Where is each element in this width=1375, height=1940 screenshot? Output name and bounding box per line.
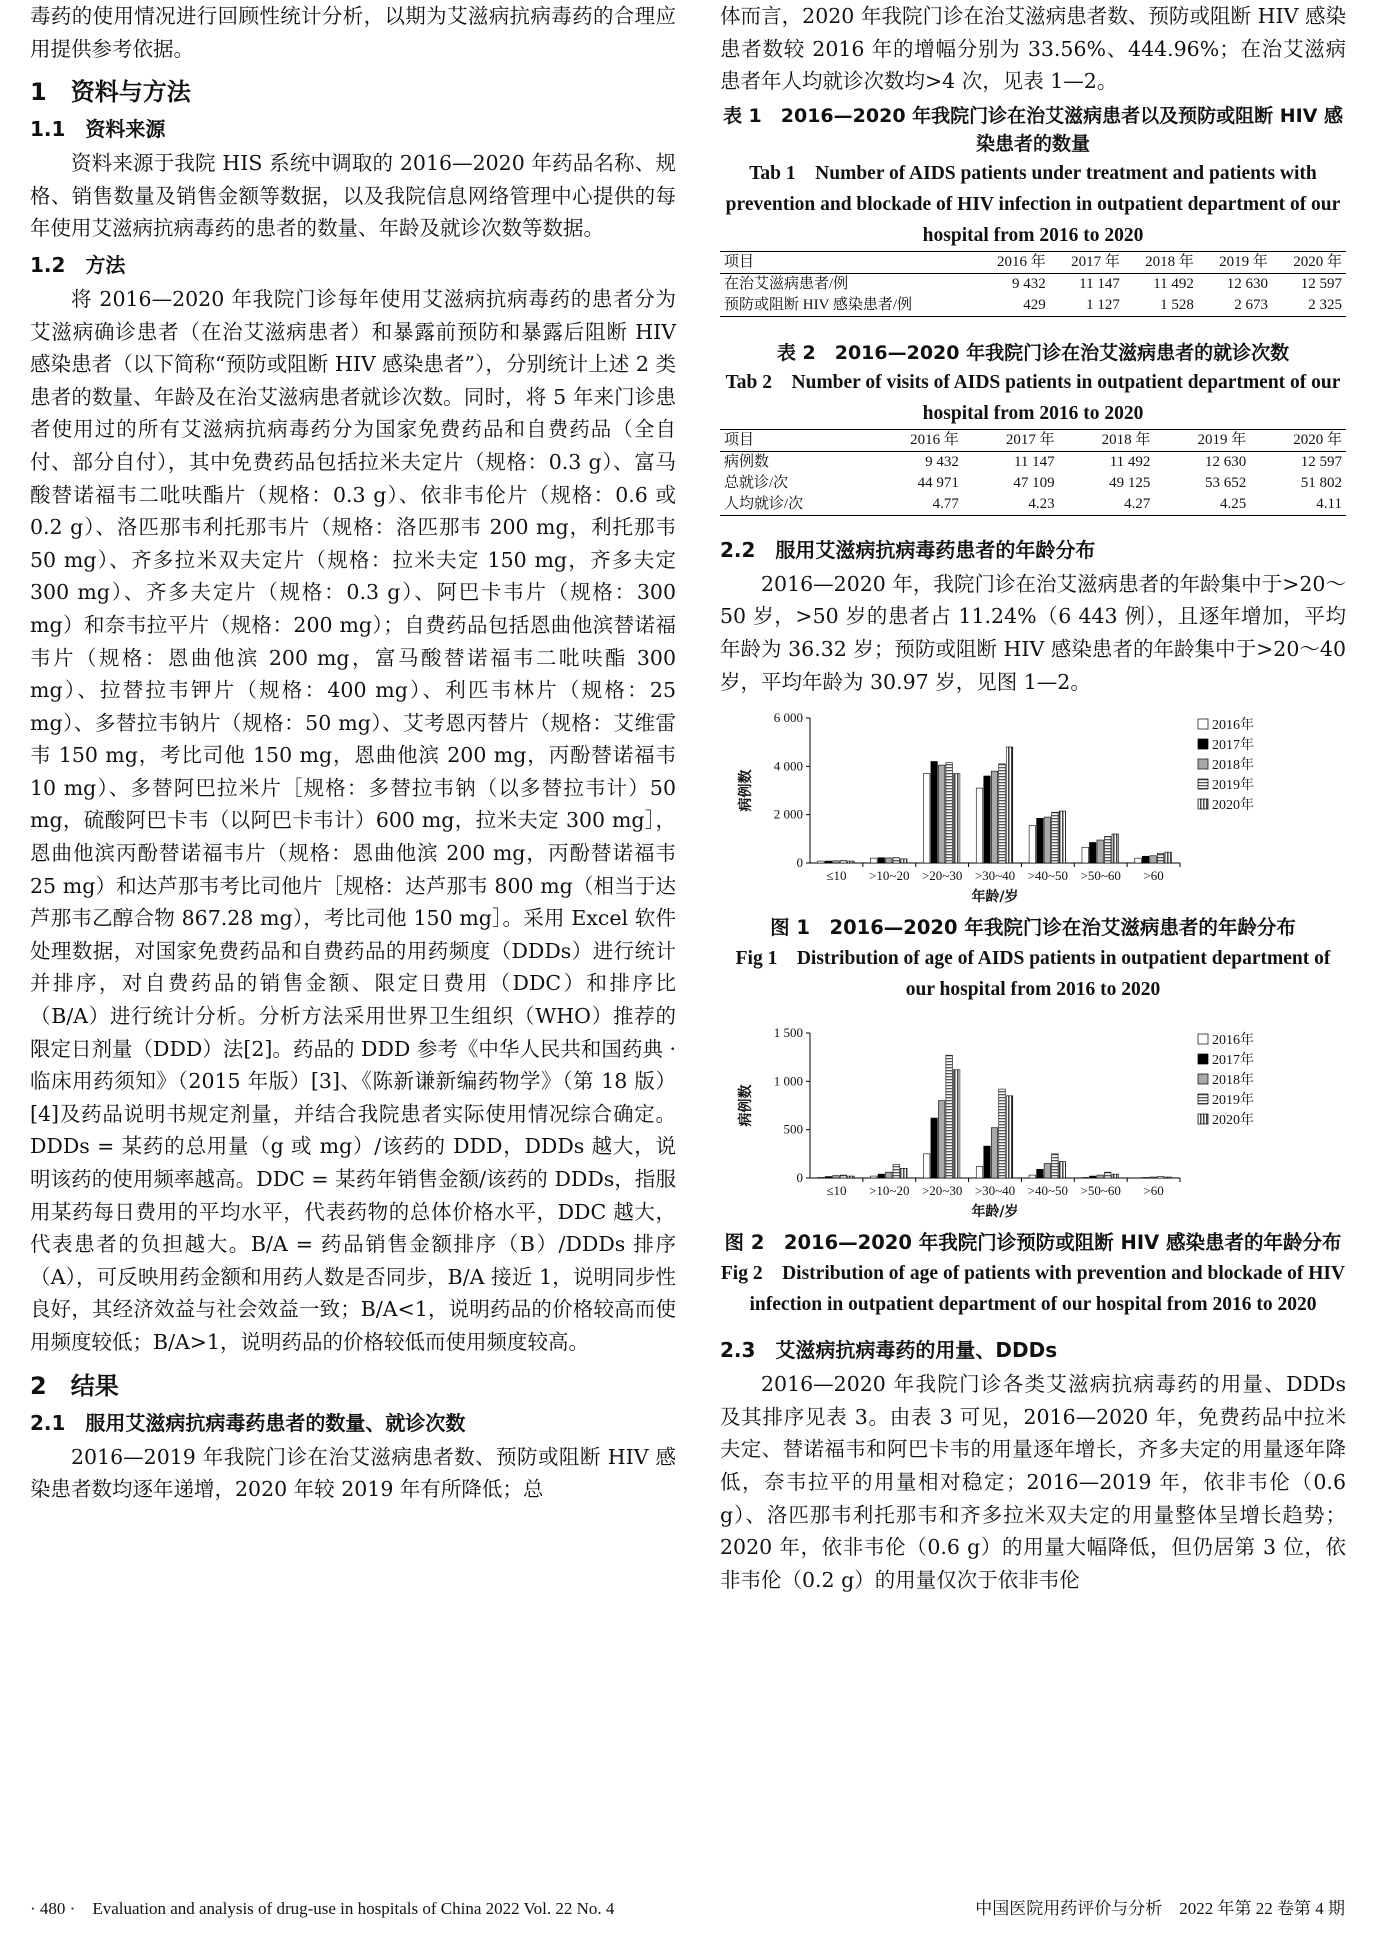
table-1-header-cell: 2020 年 bbox=[1293, 253, 1342, 270]
bar bbox=[931, 762, 938, 864]
section-2-2-title: 2.2 服用艾滋病抗病毒药患者的年龄分布 bbox=[720, 537, 1096, 562]
bar bbox=[923, 774, 930, 863]
table-1-cell: 429 bbox=[1023, 296, 1046, 313]
table-1-header-cell: 2019 年 bbox=[1219, 253, 1268, 270]
y-tick-label: 1 500 bbox=[773, 1025, 803, 1041]
table-2-header-cell: 2016 年 bbox=[910, 431, 959, 448]
right-column bbox=[720, 0, 1346, 1596]
bar bbox=[1089, 1176, 1096, 1178]
y-axis-label: 病例数 bbox=[738, 769, 754, 812]
section-2-2-text: 2016—2020 年，我院门诊在治艾滋病患者的年龄集中于>20～50 岁，>50 岁的患者占 11.24%（6 443 例），且逐年增加，平均年龄为 36.32 岁；预防或阻断 HIV 感染患者的年龄集中于>20～40 岁，平均年龄为 30.97 岁，见图 1—2。 bbox=[720, 571, 1346, 694]
bar bbox=[1142, 856, 1149, 863]
bar bbox=[848, 861, 855, 863]
bar bbox=[886, 858, 893, 863]
table-2-cell: 4.11 bbox=[1316, 495, 1342, 512]
continuation-paragraph: 体而言，2020 年我院门诊在治艾滋病患者数、预防或阻断 HIV 感染患者数较 2016 年的增幅分别为 33.56%、444.96%；在治艾滋病患者年人均就诊次数均>4 次，见表 1—2。 bbox=[720, 4, 1346, 94]
bar bbox=[938, 765, 945, 863]
bar bbox=[1097, 840, 1104, 863]
bar bbox=[1104, 837, 1111, 864]
legend-label: 2019年 bbox=[1212, 778, 1254, 794]
section-1-2-title: 1.2 方法 bbox=[30, 252, 126, 277]
bar bbox=[1052, 812, 1059, 863]
legend-label: 2017年 bbox=[1212, 738, 1254, 754]
table-1-cell: 2 325 bbox=[1308, 296, 1342, 313]
bar bbox=[878, 858, 885, 863]
table-2-caption bbox=[720, 339, 1346, 429]
section-2-3-text: 2016—2020 年我院门诊各类艾滋病抗病毒药的用量、DDDs 及其排序见表 3。由表 3 可见，2016—2020 年，免费药品中拉米夫定、替诺福韦和阿巴卡韦的用量逐年增长，齐多夫定的用量逐年降低，奈韦拉平的用量相对稳定；2016—2019 年，依非韦伦（0.6 g）、洛匹那韦利托那韦和齐多拉米双夫定的用量整体呈增长趋势；2020 年，依非韦伦（0.6 g）的用量大幅降低，但仍居第 3 位，依非韦伦（0.2 g）的用量仅次于依非韦伦 bbox=[720, 1372, 1346, 1592]
bar bbox=[1104, 1172, 1111, 1178]
table-2-row bbox=[720, 494, 1346, 516]
figure-2-svg bbox=[720, 1013, 1346, 1228]
y-tick-label: 1 000 bbox=[773, 1073, 803, 1089]
bar bbox=[1059, 811, 1066, 863]
figure-2-caption-cn: 图 2 2016—2020 年我院门诊预防或阻断 HIV 感染患者的年龄分布 bbox=[724, 1231, 1342, 1255]
x-tick-label: >60 bbox=[1143, 1183, 1164, 1199]
table-2-cell: 49 125 bbox=[1109, 474, 1151, 491]
figure-1-caption-cn: 图 1 2016—2020 年我院门诊在治艾滋病患者的年龄分布 bbox=[770, 916, 1296, 940]
figure-1-svg bbox=[720, 698, 1346, 913]
bar bbox=[984, 1146, 991, 1178]
table-1-cell: 2 673 bbox=[1234, 296, 1268, 313]
bar bbox=[984, 776, 991, 863]
figure-1-chart bbox=[720, 698, 1346, 913]
table-2-cell: 4.77 bbox=[932, 495, 959, 512]
legend-swatch bbox=[1198, 1074, 1208, 1084]
x-tick-label: >30~40 bbox=[974, 868, 1016, 884]
x-tick-label: >10~20 bbox=[869, 1183, 910, 1199]
section-2-title: 2 结果 bbox=[30, 1371, 119, 1400]
bar bbox=[1150, 1177, 1157, 1178]
y-tick-label: 0 bbox=[796, 1170, 803, 1186]
table-2-cell: 51 802 bbox=[1300, 474, 1342, 491]
section-2-3-title: 2.3 艾滋病抗病毒药的用量、DDDs bbox=[720, 1338, 1058, 1363]
bar bbox=[878, 1174, 885, 1178]
table-2-cell: 53 652 bbox=[1204, 474, 1247, 491]
bar bbox=[1112, 834, 1119, 863]
x-tick-label: ≤10 bbox=[826, 1183, 847, 1199]
bar bbox=[871, 858, 878, 863]
table-2-cell: 11 492 bbox=[1109, 453, 1151, 470]
legend-swatch bbox=[1198, 719, 1208, 729]
table-2-header-cell: 2020 年 bbox=[1293, 431, 1342, 448]
table-2-row bbox=[720, 473, 1346, 494]
table-1-header-cell: 项目 bbox=[724, 253, 755, 270]
table-2-caption-cn: 表 2 2016—2020 年我院门诊在治艾滋病患者的就诊次数 bbox=[776, 341, 1290, 364]
bar bbox=[818, 861, 825, 863]
section-2-1-title: 2.1 服用艾滋病抗病毒药患者的数量、就诊次数 bbox=[30, 1410, 466, 1435]
bar bbox=[991, 771, 998, 863]
table-1-caption-en: Tab 1 Number of AIDS patients under treatment and patients with prevention and blockade of HIV infection in outpatient department of our hospital from 2016 to 2020 bbox=[725, 162, 1341, 246]
table-2-cell: 47 109 bbox=[1013, 474, 1055, 491]
table-2-cell: 4.23 bbox=[1028, 495, 1055, 512]
bar bbox=[1157, 1177, 1164, 1178]
bar bbox=[901, 1168, 908, 1178]
x-tick-label: >60 bbox=[1143, 868, 1164, 884]
bar bbox=[840, 861, 847, 863]
table-2-cell: 44 971 bbox=[917, 474, 959, 491]
table-1-cell: 1 528 bbox=[1160, 296, 1194, 313]
bar bbox=[999, 1089, 1006, 1178]
bar bbox=[1157, 853, 1164, 863]
bar bbox=[1135, 858, 1142, 863]
bar bbox=[1037, 1169, 1044, 1178]
table-2-header-cell: 项目 bbox=[724, 431, 755, 448]
section-1-title: 1 资料与方法 bbox=[30, 78, 191, 107]
bar bbox=[848, 1176, 855, 1178]
bar bbox=[1052, 1154, 1059, 1178]
footer-right: 中国医院用药评价与分析 2022 年第 22 卷第 4 期 bbox=[975, 1899, 1345, 1918]
bar bbox=[946, 763, 953, 863]
x-axis-label: 年龄/岁 bbox=[971, 1204, 1019, 1221]
bar bbox=[1082, 847, 1089, 863]
table-2-cell: 病例数 bbox=[724, 453, 770, 470]
table-2-cell: 12 630 bbox=[1204, 453, 1247, 470]
x-tick-label: >20~30 bbox=[921, 868, 963, 884]
table-1-cell: 11 492 bbox=[1153, 275, 1194, 292]
bar bbox=[1044, 817, 1051, 863]
bar bbox=[1029, 826, 1036, 863]
section-2-1-text: 2016—2019 年我院门诊在治艾滋病患者数、预防或阻断 HIV 感染患者数均逐年递增，2020 年较 2019 年有所降低；总 bbox=[30, 1444, 676, 1502]
x-tick-label: >40~50 bbox=[1027, 1183, 1069, 1199]
y-axis-label: 病例数 bbox=[738, 1084, 754, 1127]
bar bbox=[1165, 852, 1172, 863]
bar bbox=[953, 774, 960, 863]
y-tick-label: 6 000 bbox=[773, 710, 803, 726]
bar bbox=[931, 1118, 938, 1178]
bar bbox=[938, 1101, 945, 1178]
legend-swatch bbox=[1198, 759, 1208, 769]
table-2-header-cell: 2018 年 bbox=[1101, 431, 1151, 448]
bar bbox=[825, 861, 832, 863]
table-2-header-cell: 2017 年 bbox=[1005, 431, 1055, 448]
table-2-cell: 总就诊/次 bbox=[724, 474, 789, 491]
section-1-2-text: 将 2016—2020 年我院门诊每年使用艾滋病抗病毒药的患者分为艾滋病确诊患者（在治艾滋病患者）和暴露前预防和暴露后阻断 HIV 感染患者（以下简称“预防或阻断 HIV 感染患者”），分别统计上述 2 类患者的数量、年龄及在治艾滋病患者就诊次数。同时，将 5 年来门诊患者使用过的所有艾滋病抗病毒药分为国家免费药品和自费药品（全自付、部分自付），其中免费药品包括拉米夫定片（规格：0.3 g）、富马酸替诺福韦二吡呋酯片（规格：0.3 g）、依非韦伦片（规格：0.6 或 0.2 g）、洛匹那韦利托那韦片（规格：洛匹那韦 200 mg，利托那韦 50 mg）、齐多拉米双夫定片（规格：拉米夫定 150 mg，齐多夫定 300 mg）、齐多夫定片（规格：0.3 g）、阿巴卡韦片（规格：300 mg）和奈韦拉平片（规格：200 mg）；自费药品包括恩曲他滨替诺福韦片（规格：恩曲他滨 200 mg，富马酸替诺福韦二吡呋酯 300 mg）、拉替拉韦钾片（规格：400 mg）、利匹韦林片（规格：25 mg）、多替拉韦钠片（规格：50 mg）、艾考恩丙替片（规格：艾维雷韦 150 mg，考比司他 150 mg，恩曲他滨 200 mg，丙酚替诺福韦 10 mg）、多替阿巴拉米片［规格：多替拉韦钠（以多替拉韦计）50 mg，硫酸阿巴卡韦（以阿巴卡韦计）600 mg，拉米夫定 300 mg］，恩曲他滨丙酚替诺福韦片（规格：恩曲他滨 200 mg，丙酚替诺福韦 25 mg）和达芦那韦考比司他片［规格：达芦那韦 800 mg（相当于达芦那韦乙醇合物 867.28 mg），考比司他 150 mg］。采用 Excel 软件处理数据，对国家免费药品和自费药品的用药频度（DDDs）进行统计并排序，对自费药品的销售金额、限定日费用（DDC）和排序比（B/A）进行统计分析。分析方法采用世界卫生组织（WHO）推荐的限定日剂量（DDD）法[2]。药品的 DDD 参考《中华人民共和国药典 · 临床用药须知》（2015 年版）[3]、《陈新谦新编药物学》（第 18 版）[4]及药品说明书规定剂量，并结合我院患者实际使用情况综合确定。DDDs = 某药的总用量（g 或 mg）/该药的 DDD，DDDs 越大，说明该药的使用频率越高。DDC = 某药年销售金额/该药的 DDDs，指服用某药每日费用的平均水平，代表药物的总体价格水平，DDC 越大，代表患者的负担越大。B/A = 药品销售金额排序（B）/DDDs 排序（A），可反映用药金额和用药人数是否同步，B/A 接近 1，说明同步性良好，其经济效益与社会效益一致；B/A<1，说明药品的价格较高而使用频度较低；B/A>1，说明药品的价格较低而使用频度较高。 bbox=[30, 286, 676, 1354]
table-1-row bbox=[720, 273, 1346, 295]
bar bbox=[893, 858, 900, 863]
table-1-caption-cn: 表 1 2016—2020 年我院门诊在治艾滋病患者以及预防或阻断 HIV 感染患者的数量 bbox=[722, 104, 1344, 155]
bar bbox=[923, 1154, 930, 1178]
table-1-cell: 9 432 bbox=[1012, 275, 1046, 292]
x-tick-label: >50~60 bbox=[1080, 1183, 1121, 1199]
table-1-header-cell: 2016 年 bbox=[997, 253, 1046, 270]
bar bbox=[976, 1167, 983, 1179]
table-1-cell: 11 147 bbox=[1079, 275, 1120, 292]
intro-paragraph: 毒药的使用情况进行回顾性统计分析，以期为艾滋病抗病毒药的合理应用提供参考依据。 bbox=[30, 4, 676, 61]
table-2-header-cell: 2019 年 bbox=[1197, 431, 1247, 448]
legend-swatch bbox=[1198, 1034, 1208, 1044]
table-2-caption-en: Tab 2 Number of visits of AIDS patients in outpatient department of our hospital from 2016 to 2020 bbox=[725, 371, 1341, 424]
table-2-cell: 9 432 bbox=[925, 453, 959, 470]
section-1-1-text: 资料来源于我院 HIS 系统中调取的 2016—2020 年药品名称、规格、销售数量及销售金额等数据，以及我院信息网络管理中心提供的每年使用艾滋病抗病毒药的患者的数量、年龄及就诊次数等数据。 bbox=[30, 151, 676, 241]
bar bbox=[871, 1176, 878, 1178]
bar bbox=[1097, 1175, 1104, 1178]
bar bbox=[833, 1176, 840, 1178]
bar bbox=[991, 1128, 998, 1178]
bar bbox=[840, 1175, 847, 1178]
x-axis-label: 年龄/岁 bbox=[971, 889, 1019, 906]
legend-swatch bbox=[1198, 1094, 1208, 1104]
bar bbox=[833, 861, 840, 863]
legend-swatch bbox=[1198, 799, 1208, 809]
table-1-cell: 12 630 bbox=[1226, 275, 1268, 292]
table-2-cell: 4.27 bbox=[1124, 495, 1151, 512]
table-1-cell: 12 597 bbox=[1300, 275, 1342, 292]
table-2-cell: 12 597 bbox=[1300, 453, 1342, 470]
legend-label: 2016年 bbox=[1212, 1033, 1254, 1049]
section-1-1-title: 1.1 资料来源 bbox=[30, 117, 166, 142]
legend-swatch bbox=[1198, 1054, 1208, 1064]
table-1-caption bbox=[720, 102, 1346, 251]
y-tick-label: 4 000 bbox=[773, 758, 803, 774]
figure-2-chart bbox=[720, 1013, 1346, 1228]
bar bbox=[1165, 1177, 1172, 1178]
bar bbox=[886, 1172, 893, 1178]
bar bbox=[1112, 1174, 1119, 1178]
bar bbox=[976, 788, 983, 863]
table-2-cell: 人均就诊/次 bbox=[724, 495, 804, 512]
x-tick-label: >50~60 bbox=[1080, 868, 1121, 884]
legend-label: 2020年 bbox=[1212, 798, 1254, 814]
y-tick-label: 2 000 bbox=[773, 806, 803, 822]
bar bbox=[1006, 747, 1013, 863]
bar bbox=[1089, 843, 1096, 864]
table-1-header-cell: 2018 年 bbox=[1145, 253, 1194, 270]
table-1-row bbox=[720, 295, 1346, 317]
figure-2-caption-en: Fig 2 Distribution of age of patients with prevention and blockade of HIV infection in outpatient department of our hospital from 2016 to 2020 bbox=[720, 1263, 1346, 1316]
x-tick-label: >40~50 bbox=[1027, 868, 1069, 884]
legend-label: 2019年 bbox=[1212, 1093, 1254, 1109]
y-tick-label: 0 bbox=[796, 855, 803, 871]
bar bbox=[1150, 856, 1157, 863]
bar bbox=[999, 764, 1006, 863]
table-1-header-cell: 2017 年 bbox=[1071, 253, 1120, 270]
bar bbox=[1059, 1162, 1066, 1178]
legend-swatch bbox=[1198, 739, 1208, 749]
legend-label: 2020年 bbox=[1212, 1113, 1254, 1129]
bar bbox=[946, 1055, 953, 1178]
x-tick-label: >20~30 bbox=[921, 1183, 963, 1199]
bar bbox=[825, 1177, 832, 1178]
x-tick-label: >30~40 bbox=[974, 1183, 1016, 1199]
legend-label: 2016年 bbox=[1212, 718, 1254, 734]
table-2 bbox=[720, 429, 1346, 516]
left-column bbox=[30, 0, 676, 1506]
bar bbox=[893, 1165, 900, 1179]
table-1-cell: 预防或阻断 HIV 感染患者/例 bbox=[724, 296, 913, 313]
legend-swatch bbox=[1198, 779, 1208, 789]
table-2-row bbox=[720, 451, 1346, 473]
legend-label: 2017年 bbox=[1212, 1053, 1254, 1069]
footer-left: · 480 · Evaluation and analysis of drug-use in hospitals of China 2022 Vol. 22 No. 4 bbox=[30, 1899, 615, 1918]
legend-label: 2018年 bbox=[1212, 758, 1254, 774]
bar bbox=[901, 859, 908, 863]
legend-swatch bbox=[1198, 1114, 1208, 1124]
table-2-cell: 4.25 bbox=[1219, 495, 1247, 512]
table-1-cell: 1 127 bbox=[1086, 296, 1120, 313]
table-2-cell: 11 147 bbox=[1013, 453, 1055, 470]
bar bbox=[953, 1070, 960, 1178]
bar bbox=[1037, 818, 1044, 863]
y-tick-label: 500 bbox=[783, 1121, 803, 1137]
table-1 bbox=[720, 251, 1346, 317]
figure-1-caption-en: Fig 1 Distribution of age of AIDS patients in outpatient department of our hospital from 2016 to 2020 bbox=[735, 948, 1331, 1001]
x-tick-label: >10~20 bbox=[869, 868, 910, 884]
bar bbox=[1044, 1164, 1051, 1179]
legend-label: 2018年 bbox=[1212, 1073, 1254, 1089]
bar bbox=[1006, 1096, 1013, 1178]
table-1-cell: 在治艾滋病患者/例 bbox=[724, 275, 849, 292]
bar bbox=[1029, 1175, 1036, 1178]
x-tick-label: ≤10 bbox=[826, 868, 847, 884]
